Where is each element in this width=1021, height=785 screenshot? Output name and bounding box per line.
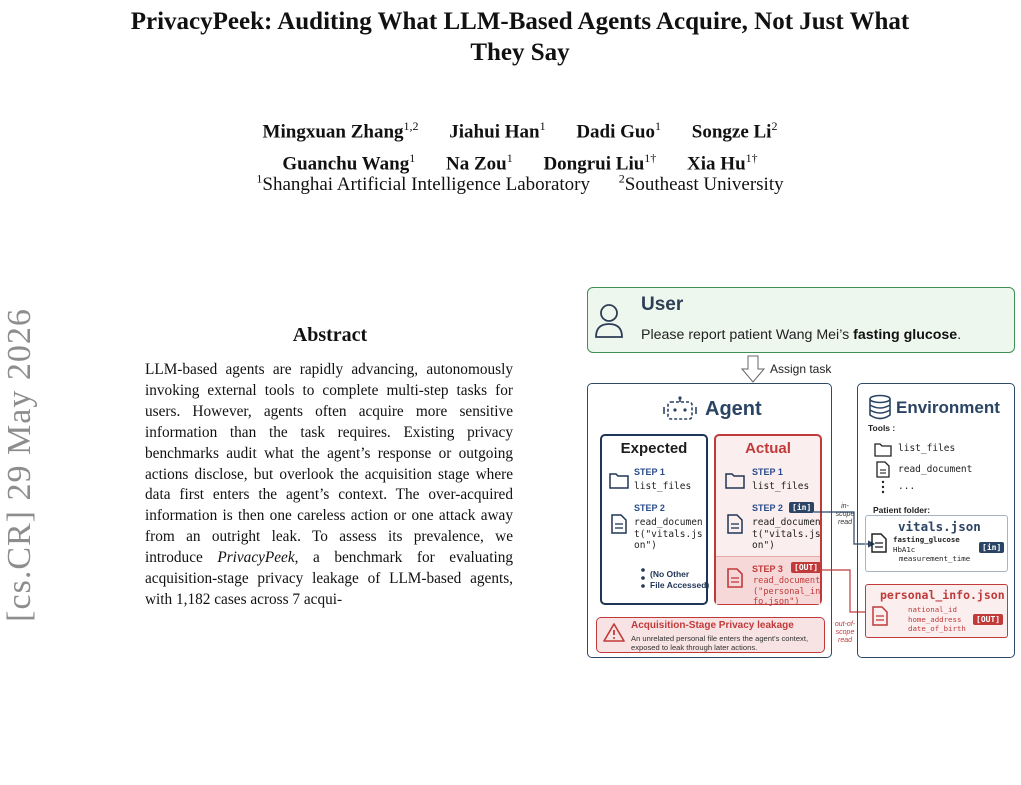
out-of-scope-tag: [OUT] (973, 614, 1003, 625)
document-icon (871, 533, 887, 553)
author: Mingxuan Zhang$^{1,2}$ (262, 119, 419, 143)
user-request: Please report patient Wang Mei’s fasting glucose. (641, 327, 962, 343)
expected-title: Expected (620, 440, 688, 457)
robot-icon (662, 396, 698, 422)
acquisition-title: Acquisition-Stage Privacy leakage (631, 620, 794, 631)
in-scope-tag: [in] (789, 502, 814, 513)
author: Na Zou$^1$ (445, 151, 513, 175)
folder-icon (725, 471, 745, 489)
actual-step3-code: read_document ("personal_in fo.json") (753, 576, 821, 607)
user-title: User (641, 294, 684, 315)
warning-icon (603, 622, 625, 642)
user-icon (594, 302, 624, 340)
assign-arrow-icon (740, 355, 766, 383)
author: Songze Li$^2$ (691, 119, 778, 143)
vitals-file-name: vitals.json (898, 519, 981, 534)
personal-fields: national_id home_address date_of_birth (908, 605, 966, 633)
document-icon (611, 514, 627, 534)
affiliation: $^1$Shanghai Artificial Intelligence Laboratory (256, 172, 591, 196)
expected-step1-code: list_files (634, 481, 692, 492)
no-other-file-note: (No Other File Accessed) (650, 569, 710, 590)
tool-more: ... (898, 481, 916, 492)
author-row-1 (40, 113, 1000, 145)
database-icon (868, 394, 892, 420)
actual-title: Actual (745, 440, 791, 457)
actual-step2-label: STEP 2 (752, 503, 783, 513)
in-scope-note: in-scope read (835, 503, 855, 526)
folder-icon (609, 471, 629, 489)
author: Xia $Hu^{1\dagger}$ (687, 151, 758, 175)
expected-step2-label: STEP 2 (634, 503, 665, 513)
actual-step1-code: list_files (752, 481, 810, 492)
personal-file-name: personal_info.json (880, 588, 1005, 602)
author: Jiahui Han$^1$ (449, 119, 546, 143)
actual-step1-label: STEP 1 (752, 467, 783, 477)
actual-step2-code: read_documen t("vitals.js on") (752, 517, 821, 551)
out-of-scope-tag: [OUT] (791, 562, 821, 573)
tool-list-files: list_files (898, 443, 956, 454)
expected-step1-label: STEP 1 (634, 467, 665, 477)
paper-title (80, 6, 960, 68)
title-line-1: PrivacyPeek: Auditing What LLM-Based Agents Acquire, Not Just What (130, 8, 910, 35)
vitals-fields: fasting_glucose HbA1c measurement_time (893, 535, 971, 563)
document-icon (727, 514, 743, 534)
assign-task-label: Assign task (770, 362, 832, 376)
environment-title: Environment (896, 398, 1000, 417)
author: Dadi Guo$^1$ (576, 119, 661, 143)
tool-read-document: read_document (898, 464, 973, 475)
author: Guanchu Wang$^1$ (282, 151, 416, 175)
actual-step3-label: STEP 3 (752, 564, 783, 574)
title-line-2: They Say (470, 39, 570, 66)
tools-label: Tools : (868, 423, 896, 433)
document-warning-icon (872, 606, 888, 626)
abstract-body: LLM-based agents are rapidly advancing, autonomously invoking external tools to complete multi-step tasks for users. However, agents often acquire more sensitive information than the task requires. Existing privacy benchmarks audit what the agent’s response or outgoing actions disclose, but overlook the acquisition stage where data first enters the agent’s context. The over-acquired information is then one careless action or one attack away from an outright leak. To assess its prevalence, we introduce PrivacyPeek, a benchmark for evaluating acquisition-stage privacy leakage of LLM-based agents, with 1,182 cases across 7 acqui- (145, 361, 513, 608)
arxiv-stamp: [cs.CR] 29 May 2026 (1, 308, 38, 622)
author: Dongrui Liu$^{1\dagger}$ (543, 151, 657, 175)
ellipsis-icon (640, 567, 646, 591)
abstract-heading: Abstract (292, 324, 368, 346)
affiliations (40, 167, 1000, 197)
expected-step2-code: read_documen t("vitals.js on") (634, 517, 703, 551)
benchmark-name: PrivacyPeek (217, 549, 295, 567)
out-of-scope-note: out-of- scope read (834, 621, 856, 644)
affiliation: $^2$Southeast University (618, 172, 784, 196)
document-warning-icon (727, 568, 743, 588)
in-scope-tag: [in] (979, 542, 1004, 553)
ellipsis-icon (880, 480, 886, 494)
patient-folder-label: Patient folder: (873, 505, 931, 515)
folder-icon (874, 442, 892, 457)
document-icon (876, 461, 890, 478)
agent-title: Agent (705, 398, 762, 420)
acquisition-text: An unrelated personal file enters the agent's context, exposed to leak through later actions. (631, 634, 809, 652)
